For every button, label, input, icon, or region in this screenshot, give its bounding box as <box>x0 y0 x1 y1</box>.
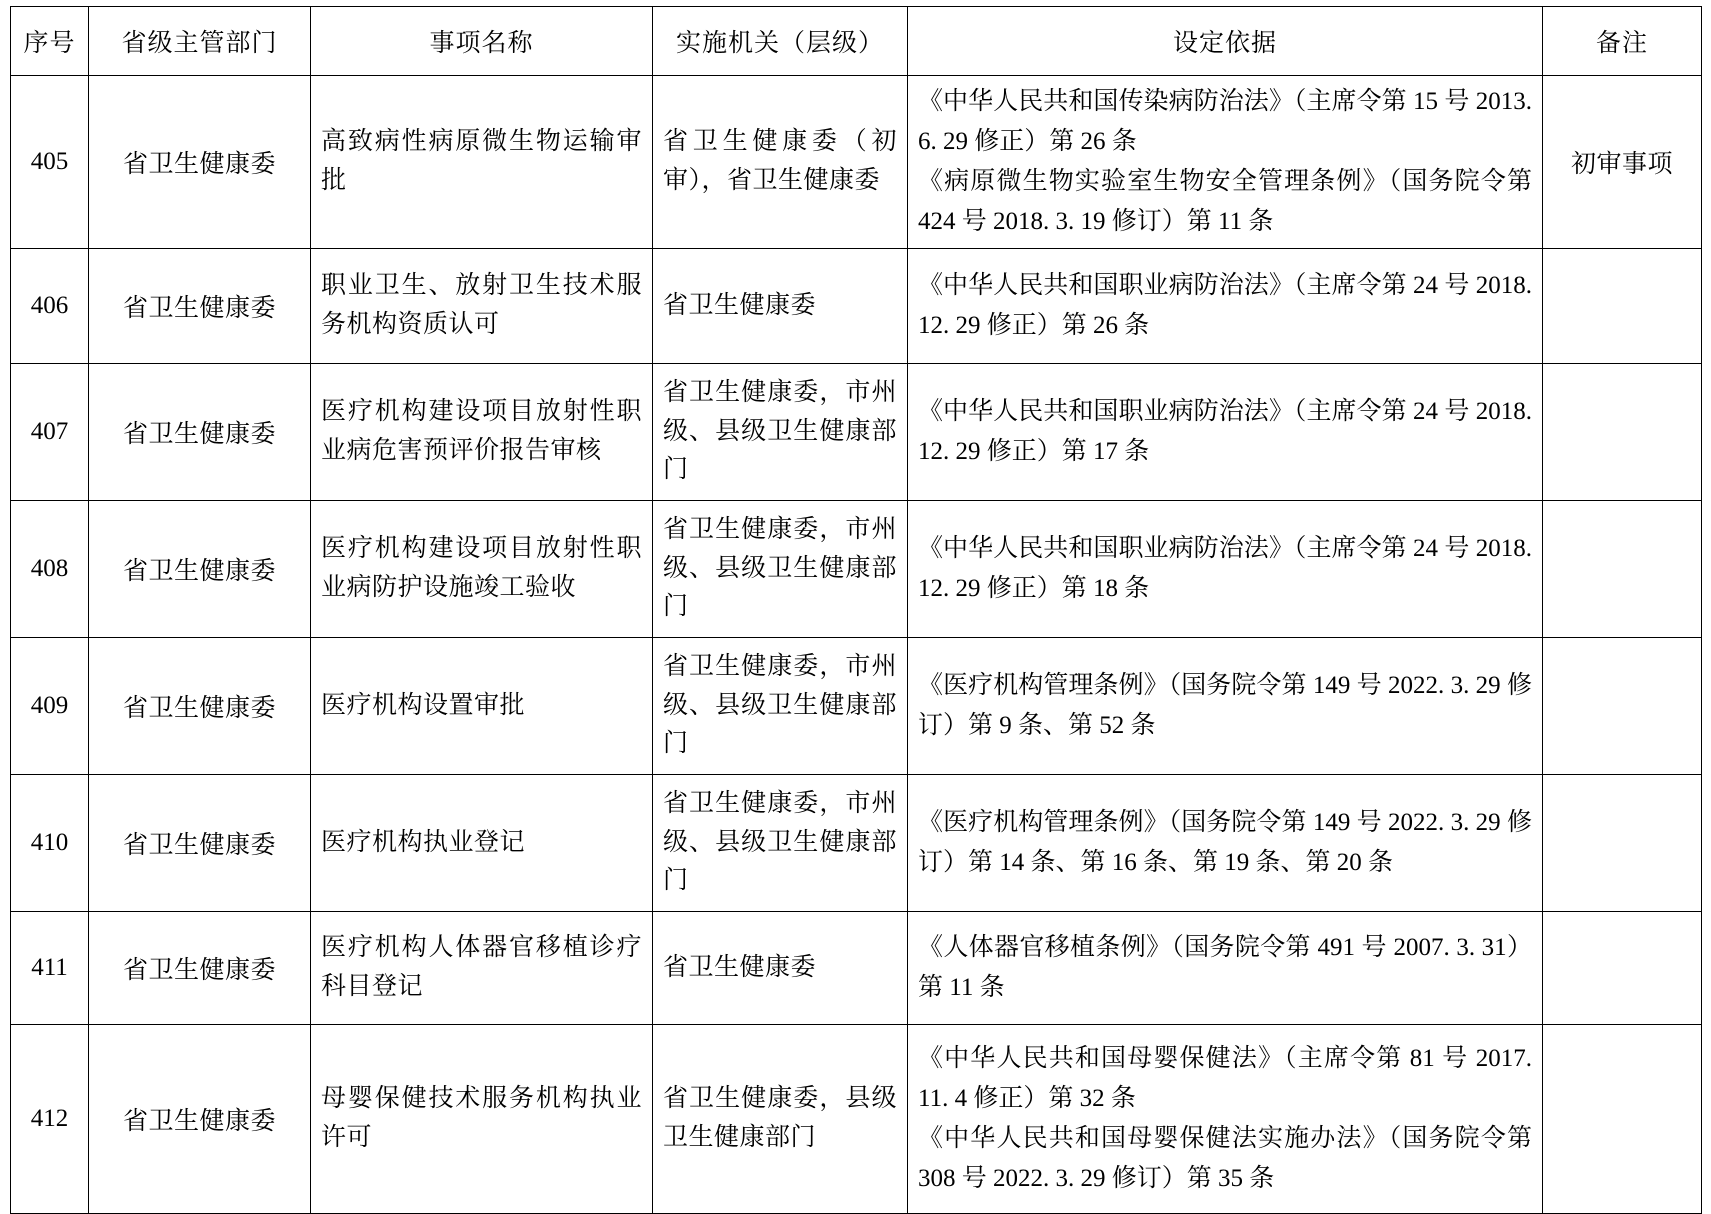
cell-legal-basis <box>908 775 1543 912</box>
cell-item-name: 医疗机构人体器官移植诊疗科目登记 <box>311 912 653 1025</box>
column-header-department: 省级主管部门 <box>89 7 311 76</box>
cell-seq: 411 <box>11 912 89 1025</box>
cell-department: 省卫生健康委 <box>89 1025 311 1214</box>
legal-basis-line: 《病原微生物实验室生物安全管理条例》（国务院令第 424 号 2018. 3. 19 修订）第 11 条 <box>918 168 1532 235</box>
cell-department: 省卫生健康委 <box>89 364 311 501</box>
cell-remark <box>1543 912 1702 1025</box>
table-row <box>11 501 1702 638</box>
cell-item-name: 医疗机构建设项目放射性职业病危害预评价报告审核 <box>311 364 653 501</box>
cell-seq: 407 <box>11 364 89 501</box>
table-header <box>11 7 1702 76</box>
cell-department: 省卫生健康委 <box>89 501 311 638</box>
cell-seq: 410 <box>11 775 89 912</box>
cell-legal-basis <box>908 1025 1543 1214</box>
cell-seq: 405 <box>11 76 89 249</box>
cell-remark <box>1543 364 1702 501</box>
cell-remark: 初审事项 <box>1543 76 1702 249</box>
cell-item-name: 高致病性病原微生物运输审批 <box>311 76 653 249</box>
cell-department: 省卫生健康委 <box>89 638 311 775</box>
legal-basis-line: 《中华人民共和国母婴保健法》（主席令第 81 号 2017. 11. 4 修正）第 32 条 <box>918 1045 1532 1112</box>
cell-remark <box>1543 638 1702 775</box>
cell-item-name: 医疗机构建设项目放射性职业病防护设施竣工验收 <box>311 501 653 638</box>
cell-seq: 408 <box>11 501 89 638</box>
table-row <box>11 364 1702 501</box>
table-body <box>11 76 1702 1214</box>
cell-seq: 412 <box>11 1025 89 1214</box>
cell-item-name: 职业卫生、放射卫生技术服务机构资质认可 <box>311 249 653 364</box>
table-row <box>11 775 1702 912</box>
cell-legal-basis <box>908 249 1543 364</box>
legal-basis-line: 《医疗机构管理条例》（国务院令第 149 号 2022. 3. 29 修订）第 14 条、第 16 条、第 19 条、第 20 条 <box>918 809 1532 876</box>
legal-basis-line: 《中华人民共和国传染病防治法》（主席令第 15 号 2013. 6. 29 修正）第 26 条 <box>918 88 1532 155</box>
cell-legal-basis <box>908 76 1543 249</box>
column-header-legal-basis: 设定依据 <box>908 7 1543 76</box>
cell-implementing-agency: 省卫生健康委 <box>653 249 908 364</box>
table-row <box>11 249 1702 364</box>
table-row <box>11 1025 1702 1214</box>
cell-item-name: 母婴保健技术服务机构执业许可 <box>311 1025 653 1214</box>
column-header-item-name: 事项名称 <box>311 7 653 76</box>
column-header-implementing-agency: 实施机关（层级） <box>653 7 908 76</box>
legal-basis-line: 《中华人民共和国职业病防治法》（主席令第 24 号 2018. 12. 29 修正）第 17 条 <box>918 398 1532 465</box>
cell-item-name: 医疗机构设置审批 <box>311 638 653 775</box>
legal-basis-line: 《人体器官移植条例》（国务院令第 491 号 2007. 3. 31）第 11 条 <box>918 934 1532 1001</box>
cell-legal-basis <box>908 638 1543 775</box>
column-header-seq: 序号 <box>11 7 89 76</box>
cell-department: 省卫生健康委 <box>89 775 311 912</box>
legal-basis-line: 《中华人民共和国职业病防治法》（主席令第 24 号 2018. 12. 29 修正）第 18 条 <box>918 535 1532 602</box>
table-row <box>11 912 1702 1025</box>
legal-basis-line: 《中华人民共和国职业病防治法》（主席令第 24 号 2018. 12. 29 修正）第 26 条 <box>918 272 1532 339</box>
cell-implementing-agency: 省卫生健康委，市州级、县级卫生健康部门 <box>653 364 908 501</box>
cell-implementing-agency: 省卫生健康委，市州级、县级卫生健康部门 <box>653 775 908 912</box>
table-row <box>11 76 1702 249</box>
cell-remark <box>1543 249 1702 364</box>
cell-implementing-agency: 省卫生健康委，市州级、县级卫生健康部门 <box>653 638 908 775</box>
cell-legal-basis <box>908 364 1543 501</box>
table-row <box>11 638 1702 775</box>
cell-item-name: 医疗机构执业登记 <box>311 775 653 912</box>
column-header-remark: 备注 <box>1543 7 1702 76</box>
cell-department: 省卫生健康委 <box>89 249 311 364</box>
cell-legal-basis <box>908 912 1543 1025</box>
cell-implementing-agency: 省卫生健康委，市州级、县级卫生健康部门 <box>653 501 908 638</box>
legal-basis-line: 《中华人民共和国母婴保健法实施办法》（国务院令第 308 号 2022. 3. 29 修订）第 35 条 <box>918 1125 1532 1192</box>
administrative-items-table <box>10 6 1702 1214</box>
cell-remark <box>1543 1025 1702 1214</box>
cell-remark <box>1543 501 1702 638</box>
cell-department: 省卫生健康委 <box>89 76 311 249</box>
cell-remark <box>1543 775 1702 912</box>
cell-implementing-agency: 省卫生健康委（初审），省卫生健康委 <box>653 76 908 249</box>
table-header-row <box>11 7 1702 76</box>
cell-department: 省卫生健康委 <box>89 912 311 1025</box>
cell-seq: 409 <box>11 638 89 775</box>
legal-basis-line: 《医疗机构管理条例》（国务院令第 149 号 2022. 3. 29 修订）第 9 条、第 52 条 <box>918 672 1532 739</box>
cell-legal-basis <box>908 501 1543 638</box>
cell-implementing-agency: 省卫生健康委 <box>653 912 908 1025</box>
cell-seq: 406 <box>11 249 89 364</box>
cell-implementing-agency: 省卫生健康委，县级卫生健康部门 <box>653 1025 908 1214</box>
